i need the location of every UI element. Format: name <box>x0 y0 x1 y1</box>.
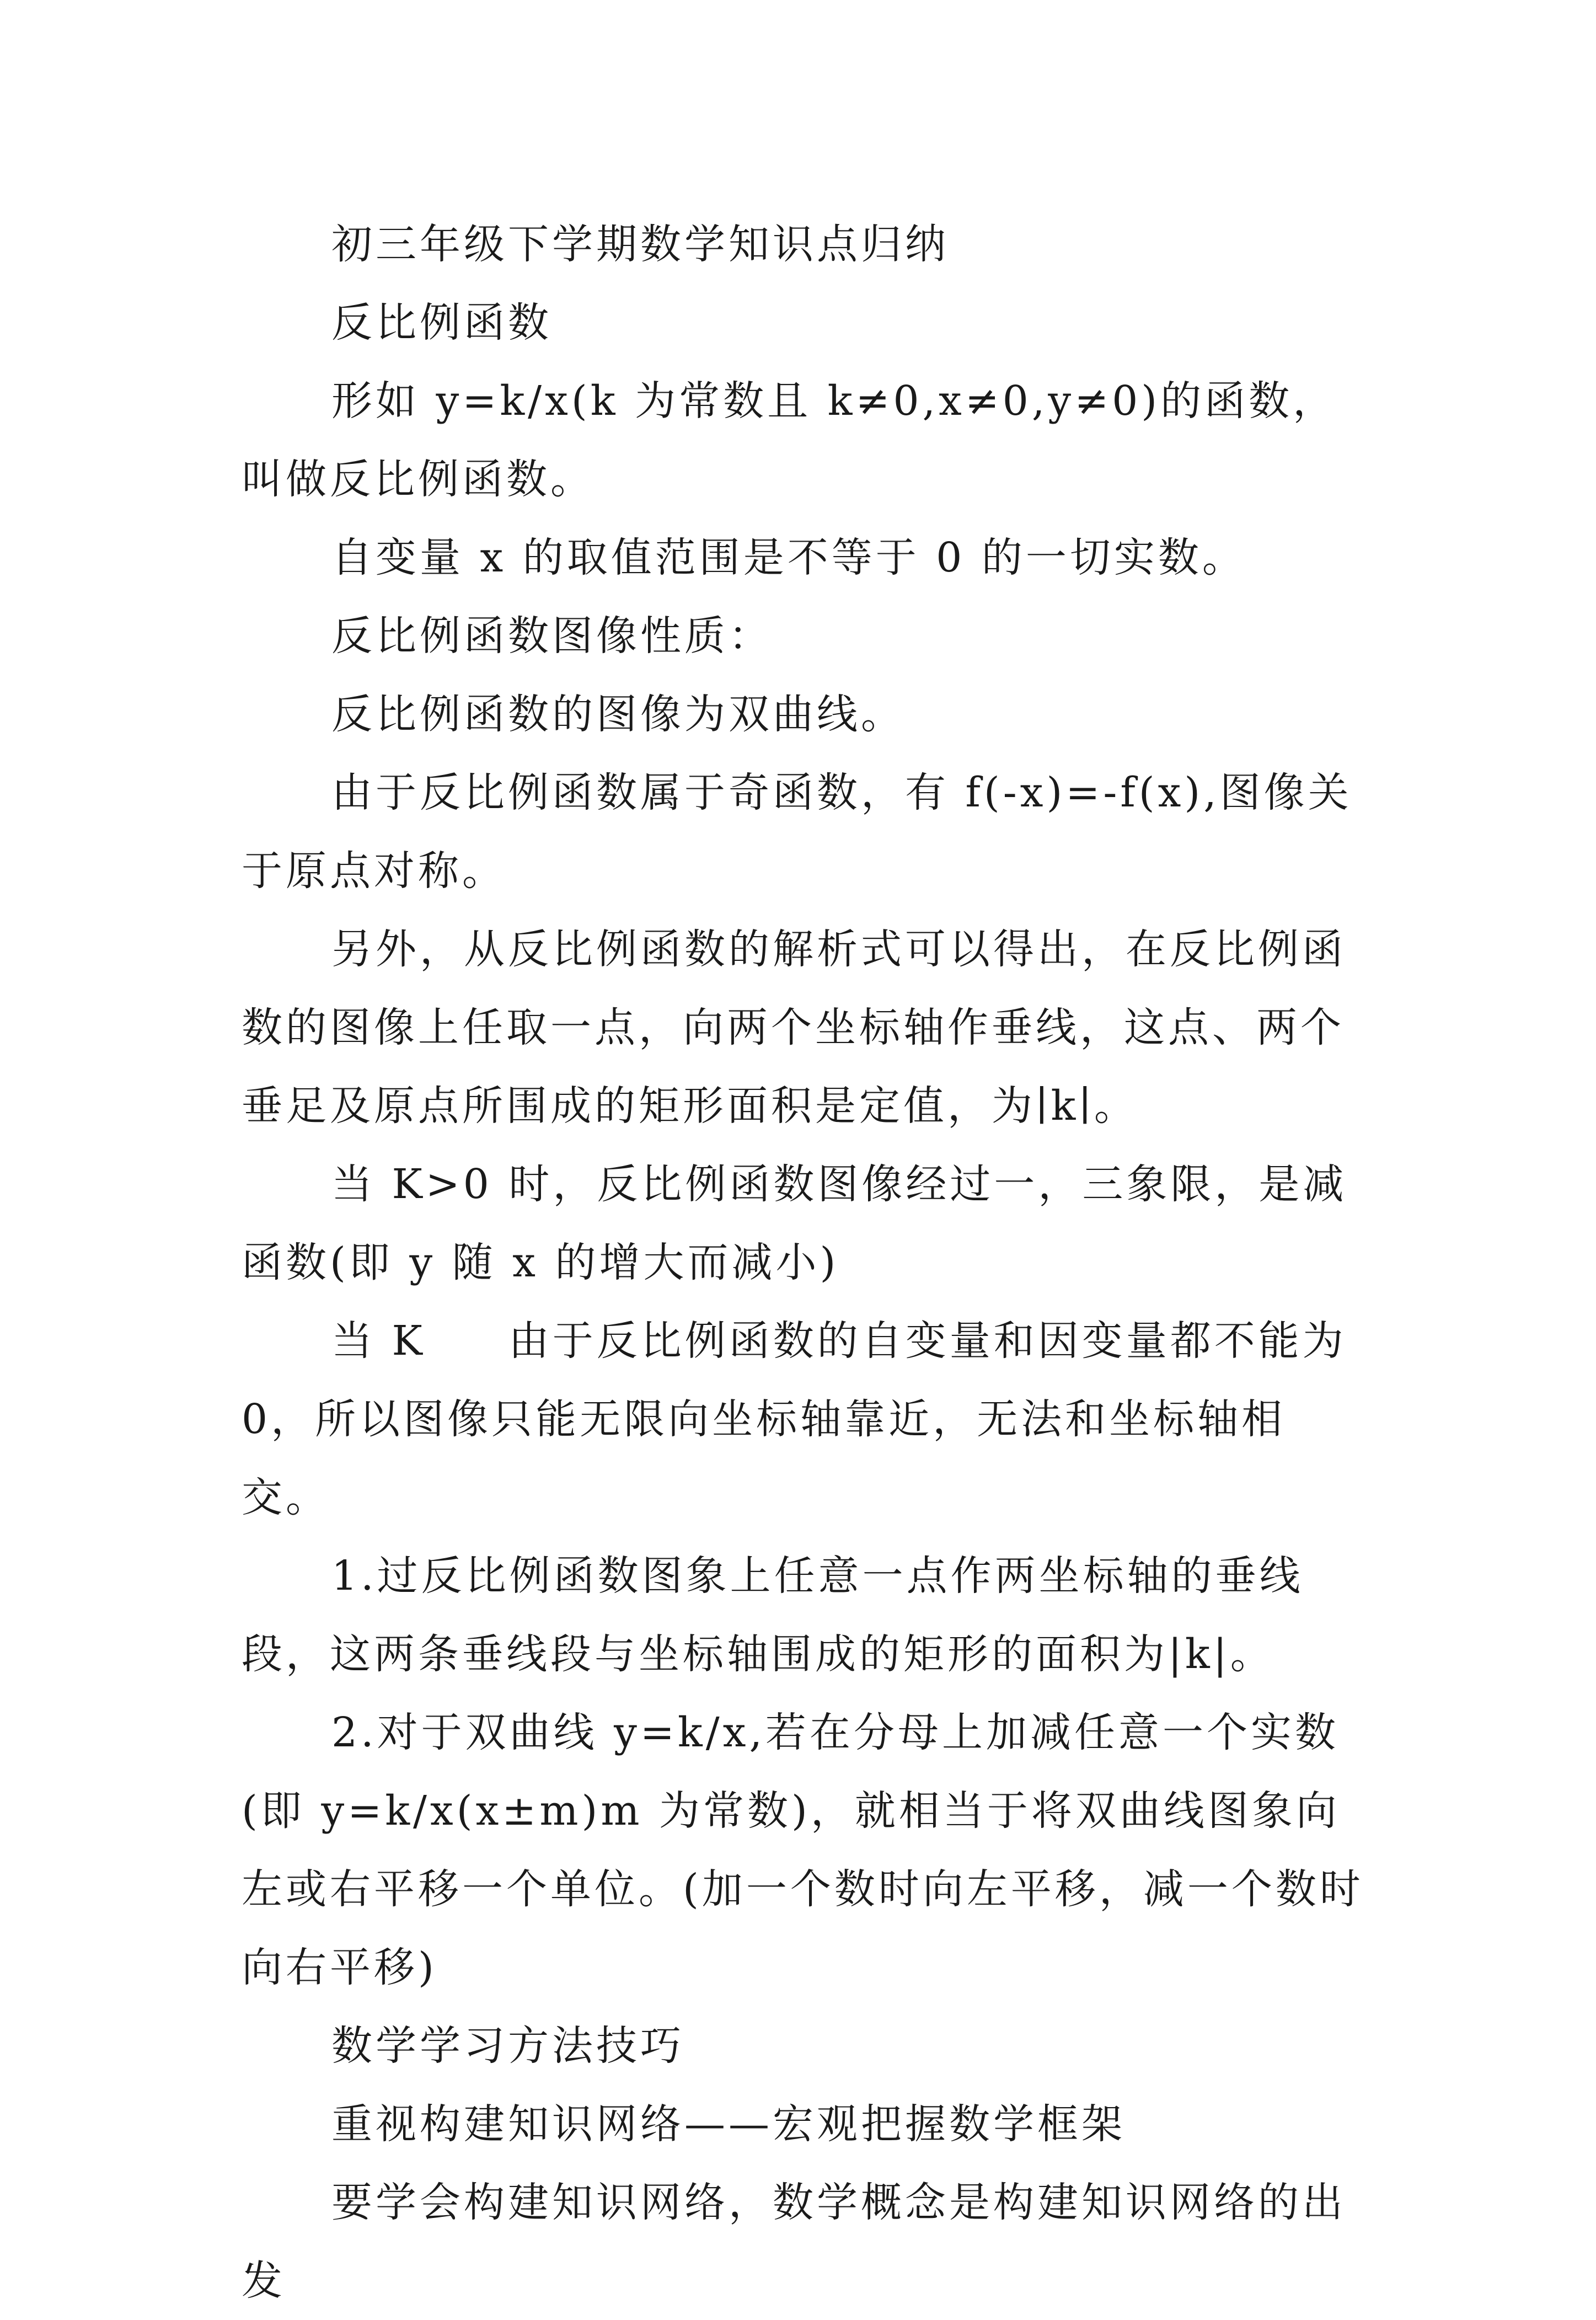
document-title: 初三年级下学期数学知识点归纳 <box>331 221 949 268</box>
paragraph-k-axes <box>242 1302 1367 1537</box>
section-heading-study-methods: 数学学习方法技巧 <box>331 2022 684 2070</box>
paragraph-knowledge-network: 要学会构建知识网络，数学概念是构建知识网络的出发 <box>242 2179 1346 2305</box>
paragraph-properties-heading: 反比例函数图像性质： <box>331 612 773 660</box>
paragraph-definition: 形如 y=k/x(k 为常数且 k≠0,x≠0,y≠0)的函数，叫做反比例函数。 <box>242 377 1337 503</box>
k-axes-text: 由于反比例函数的自变量和因变量都不能为 0，所以图像只能无限向坐标轴靠近，无法和坐标轴相交。 <box>242 1317 1347 1521</box>
paragraph-rectangle-area: 另外，从反比例函数的解析式可以得出，在反比例函数的图像上任取一点，向两个坐标轴作垂线，这点、两个垂足及原点所围成的矩形面积是定值，为∣k∣。 <box>242 926 1346 1130</box>
document-body <box>242 205 1367 2320</box>
paragraph-hyperbola: 反比例函数的图像为双曲线。 <box>331 691 905 738</box>
paragraph-k-positive: 当 K>0 时，反比例函数图像经过一，三象限，是减函数(即 y 随 x 的增大而减小) <box>242 1161 1347 1286</box>
k-label: 当 K <box>331 1317 426 1365</box>
paragraph-domain: 自变量 x 的取值范围是不等于 0 的一切实数。 <box>331 534 1246 581</box>
paragraph-odd-function: 由于反比例函数属于奇函数，有 f(-x)=-f(x),图像关于原点对称。 <box>242 769 1352 895</box>
section-heading-inverse-function: 反比例函数 <box>331 299 552 346</box>
paragraph-item-2: 2.对于双曲线 y=k/x,若在分母上加减任意一个实数(即 y=k/x(x±m)m 为常数)，就相当于将双曲线图象向左或右平移一个单位。(加一个数时向左平移，减一个数时向右平移) <box>242 1709 1364 1991</box>
paragraph-item-1: 1.过反比例函数图象上任意一点作两坐标轴的垂线段，这两条垂线段与坐标轴围成的矩形的面积为|k|。 <box>242 1552 1304 1678</box>
section-subheading-knowledge-network: 重视构建知识网络——宏观把握数学框架 <box>331 2100 1126 2148</box>
